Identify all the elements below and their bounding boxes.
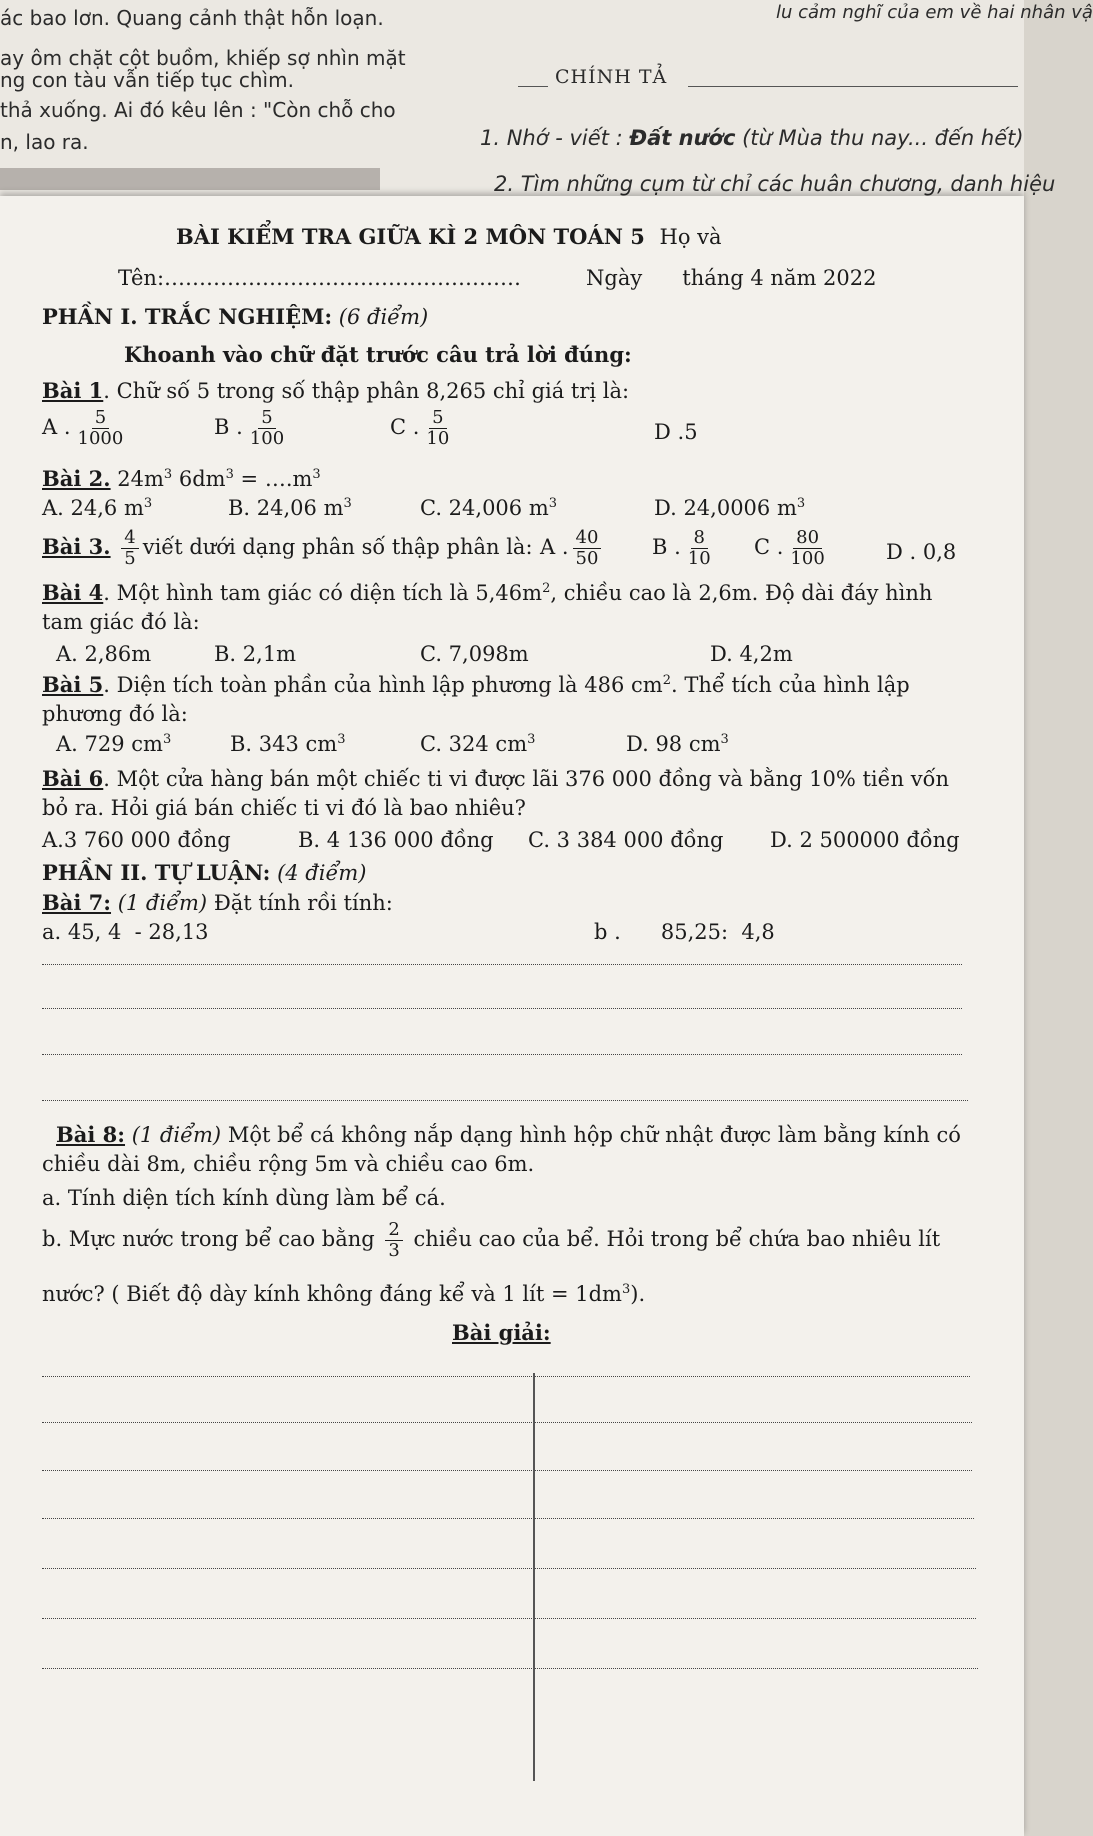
bai3-c-letter: C . bbox=[754, 534, 784, 559]
part1-heading bbox=[42, 304, 428, 330]
bai2-question bbox=[42, 466, 321, 492]
answer-line-2 bbox=[42, 1008, 962, 1009]
bg-left-line-5: n, lao ra. bbox=[0, 130, 89, 154]
bai5-label: Bài 5 bbox=[42, 672, 104, 697]
bg-item-1-prefix: 1. Nhớ - viết : bbox=[480, 126, 630, 150]
bai4-text2: , chiều cao là 2,6m. Độ dài đáy hình bbox=[550, 581, 933, 605]
bai2-expr-b: 6dm bbox=[178, 467, 226, 491]
bai2-expr-a: 24m bbox=[117, 467, 164, 491]
bai4-option-d: D. 4,2m bbox=[710, 642, 793, 666]
bai8-num: 2 bbox=[385, 1220, 402, 1241]
bai3-b-letter: B . bbox=[652, 534, 681, 559]
bai5-text2: . Thể tích của hình lập bbox=[670, 673, 910, 697]
bai5-option-c: C. 324 $cm^3$ bbox=[420, 732, 536, 756]
bai2-a-text: A. 24,6 m bbox=[42, 496, 144, 520]
bai2-option-c bbox=[420, 496, 557, 521]
bai3-c-fraction bbox=[787, 528, 827, 569]
solution-heading: Bài giải: bbox=[452, 1320, 551, 1345]
bai4-text1: . Một hình tam giác có diện tích là 5,46m bbox=[103, 581, 543, 605]
bai6-option-b: B. 4 136 000 đồng bbox=[298, 828, 494, 852]
bai3-text: viết dưới dạng phân số thập phân là: bbox=[142, 534, 533, 559]
bai1-a-num: 5 bbox=[92, 408, 109, 429]
background-page bbox=[0, 0, 1093, 200]
bai8-question bbox=[56, 1122, 961, 1148]
bai1-a-fraction bbox=[75, 408, 127, 449]
bai2-option-b bbox=[228, 496, 352, 521]
fold-line bbox=[533, 1373, 535, 1781]
bai8-line-last-end: ). bbox=[630, 1282, 646, 1306]
bai1-b-letter: B . bbox=[214, 414, 243, 439]
bai1-option-c bbox=[390, 408, 456, 449]
bai3-a-num: 40 bbox=[573, 528, 602, 549]
bg-left-line-1: ác bao lơn. Quang cảnh thật hỗn loạn. bbox=[0, 6, 384, 30]
bai5-option-a: A. 729 $cm^3$ bbox=[56, 732, 172, 756]
bai1-c-letter: C . bbox=[390, 414, 420, 439]
bai3-option-d: D . 0,8 bbox=[886, 540, 957, 564]
answer-line-1 bbox=[42, 964, 962, 965]
bai3-question bbox=[42, 528, 533, 569]
bai5-a-text: A. 729 cm bbox=[56, 732, 163, 756]
bai6-label: Bài 6 bbox=[42, 766, 104, 791]
bai3-c-num: 80 bbox=[793, 528, 822, 549]
bai5-b-text: B. 343 cm bbox=[230, 732, 338, 756]
bai2-c-exp: 3 bbox=[548, 496, 558, 511]
bai4-option-c: C. 7,098m bbox=[420, 642, 529, 666]
bai3-a-letter: A . bbox=[540, 534, 569, 559]
bai8-line2: chiều dài 8m, chiều rộng 5m và chiều cao 6m. bbox=[42, 1152, 535, 1176]
bai8-text: Một bể cá không nắp dạng hình hộp chữ nhật được làm bằng kính có bbox=[227, 1123, 961, 1147]
part1-instruction: Khoanh vào chữ đặt trước câu trả lời đúng: bbox=[124, 342, 632, 367]
bai5-option-d: D. 98 $cm^3$ bbox=[626, 732, 729, 756]
bai2-label: Bài 2. bbox=[42, 466, 111, 491]
bai5-d-text: D. 98 cm bbox=[626, 732, 721, 756]
bai3-label: Bài 3. bbox=[42, 533, 111, 559]
bai3-option-c bbox=[754, 528, 832, 569]
bai7-part-b: b . 85,25: 4,8 bbox=[594, 920, 775, 944]
date-line: Ngày tháng 4 năm 2022 bbox=[586, 266, 877, 290]
bai5-question: Bài 5. Diện tích toàn phần của hình lập phương là 486 $cm^2$. Thể tích của hình lập bbox=[42, 672, 910, 697]
bai2-b-text: B. 24,06 m bbox=[228, 496, 344, 520]
exam-title-tail: Họ và bbox=[659, 225, 722, 249]
bai1-c-num: 5 bbox=[429, 408, 446, 429]
exam-title-text: BÀI KIỂM TRA GIỮA KÌ 2 MÔN TOÁN 5 bbox=[176, 224, 645, 249]
part1-heading-text: PHẦN I. TRẮC NGHIỆM: bbox=[42, 304, 333, 329]
bai3-a-fraction bbox=[573, 528, 602, 569]
bai2-exp-a: 3 bbox=[163, 467, 173, 482]
bai6-option-a: A.3 760 000 đồng bbox=[42, 828, 231, 852]
bai6-question bbox=[42, 766, 949, 792]
bai3-den: 5 bbox=[124, 547, 136, 569]
bai2-option-d bbox=[654, 496, 805, 521]
bai8-fraction bbox=[385, 1220, 402, 1261]
bai1-a-den: 1000 bbox=[77, 427, 124, 449]
bai4-option-b: B. 2,1m bbox=[214, 642, 297, 666]
bai3-fraction bbox=[121, 528, 138, 569]
bai1-b-den: 100 bbox=[249, 427, 285, 449]
bai2-exp-b: 3 bbox=[225, 467, 234, 482]
bg-left-line-4: thả xuống. Ai đó kêu lên : "Còn chỗ cho bbox=[0, 98, 396, 122]
bai8-label: Bài 8: bbox=[56, 1122, 126, 1147]
bai1-text: . Chữ số 5 trong số thập phân 8,265 chỉ giá trị là: bbox=[103, 379, 630, 403]
solution-line-4 bbox=[42, 1518, 974, 1519]
bai8-line-last: nước? ( Biết độ dày kính không đáng kể và 1 lít = $1dm^3$). bbox=[42, 1282, 646, 1306]
bai3-c-den: 100 bbox=[790, 547, 825, 569]
bg-right-top: lu cảm nghĩ của em về hai nhân vậ bbox=[776, 2, 1093, 23]
bai3-b-fraction bbox=[685, 528, 714, 569]
bai4-question: Bài 4. Một hình tam giác có diện tích là $5,46m^2$, chiều cao là 2,6m. Độ dài đáy hình bbox=[42, 580, 933, 605]
bai8-part-a: a. Tính diện tích kính dùng làm bể cá. bbox=[42, 1186, 446, 1210]
test-sheet bbox=[0, 196, 1024, 1836]
part2-points: (4 điểm) bbox=[277, 861, 367, 885]
answer-line-4 bbox=[42, 1100, 968, 1101]
bai2-a-exp: 3 bbox=[143, 496, 153, 511]
name-dots: …………………………………………… bbox=[164, 266, 522, 290]
exam-title bbox=[176, 224, 722, 250]
bai7-question bbox=[42, 890, 393, 916]
bai2-expr-c: = ….m bbox=[233, 467, 313, 491]
bai2-d-exp: 3 bbox=[796, 496, 806, 511]
solution-line-2 bbox=[42, 1422, 972, 1423]
bai2-exp-c: 3 bbox=[312, 467, 321, 482]
bai7-text: Đặt tính rồi tính: bbox=[213, 891, 393, 915]
bai8-part-b bbox=[42, 1220, 940, 1261]
bai7-points: (1 điểm) bbox=[117, 891, 208, 915]
bai4-line2: tam giác đó là: bbox=[42, 610, 200, 634]
bai1-c-den: 10 bbox=[426, 427, 450, 449]
bai1-b-fraction bbox=[247, 408, 287, 449]
solution-line-7 bbox=[42, 1668, 978, 1669]
bai7-part-a: a. 45, 4 - 28,13 bbox=[42, 920, 209, 944]
bai1-a-letter: A . bbox=[42, 414, 71, 439]
bai1-label: Bài 1 bbox=[42, 378, 104, 403]
solution-line-1 bbox=[42, 1376, 970, 1377]
bai5-line2: phương đó là: bbox=[42, 702, 188, 726]
bg-rule-right bbox=[688, 86, 1018, 87]
bai5-option-b: B. 343 $cm^3$ bbox=[230, 732, 346, 756]
bai2-c-text: C. 24,006 m bbox=[420, 496, 549, 520]
bai3-num: 4 bbox=[121, 528, 138, 549]
bai6-option-d: D. 2 500000 đồng bbox=[770, 828, 960, 852]
bai1-option-b bbox=[214, 408, 291, 449]
bai8-line-last-text: nước? ( Biết độ dày kính không đáng kể và 1 lít = 1dm bbox=[42, 1282, 622, 1306]
bg-item-1 bbox=[480, 126, 1024, 150]
bg-chinh-ta-heading: CHÍNH TẢ bbox=[555, 66, 668, 88]
bg-shadow-strip bbox=[0, 168, 380, 190]
bai8-den: 3 bbox=[388, 1239, 400, 1261]
bai5-c-text: C. 324 cm bbox=[420, 732, 528, 756]
bai1-question bbox=[42, 378, 629, 404]
bg-item-1-bold: Đất nước bbox=[629, 126, 736, 150]
name-label: Tên: bbox=[118, 266, 165, 290]
bai1-c-fraction bbox=[423, 408, 452, 449]
bai4-option-a: A. 2,86m bbox=[56, 642, 152, 666]
bai2-d-text: D. 24,0006 m bbox=[654, 496, 797, 520]
bai1-option-a bbox=[42, 408, 130, 449]
bai6-text: . Một cửa hàng bán một chiếc ti vi được lãi 376 000 đồng và bằng 10% tiền vốn bbox=[103, 767, 949, 791]
part1-points: (6 điểm) bbox=[338, 305, 429, 329]
name-line bbox=[118, 266, 521, 291]
solution-line-6 bbox=[42, 1618, 976, 1619]
bai3-b-den: 10 bbox=[687, 547, 711, 569]
bg-left-line-2: ay ôm chặt cột buồm, khiếp sợ nhìn mặt bbox=[0, 46, 406, 70]
bai8-b-pre: b. Mực nước trong bể cao bằng bbox=[42, 1226, 375, 1251]
bai4-label: Bài 4 bbox=[42, 580, 104, 605]
bai6-line2: bỏ ra. Hỏi giá bán chiếc ti vi đó là bao nhiêu? bbox=[42, 796, 526, 820]
solution-line-5 bbox=[42, 1568, 976, 1569]
bg-rule-left bbox=[518, 86, 548, 87]
bai3-option-a bbox=[540, 528, 605, 569]
bai5-text1: . Diện tích toàn phần của hình lập phương là 486 cm bbox=[103, 673, 663, 697]
bai3-b-num: 8 bbox=[691, 528, 708, 549]
bai1-option-d: D .5 bbox=[654, 420, 698, 444]
bai7-label: Bài 7: bbox=[42, 890, 112, 915]
part2-heading-text: PHẦN II. TỰ LUẬN: bbox=[42, 860, 271, 885]
bg-left-line-3: ng con tàu vẫn tiếp tục chìm. bbox=[0, 68, 294, 92]
bg-item-1-rest: (từ Mùa thu nay... đến hết) bbox=[735, 126, 1024, 150]
bai8-points: (1 điểm) bbox=[131, 1123, 222, 1147]
bai6-option-c: C. 3 384 000 đồng bbox=[528, 828, 724, 852]
bai2-b-exp: 3 bbox=[343, 496, 352, 511]
bai8-b-post: chiều cao của bể. Hỏi trong bể chứa bao nhiêu lít bbox=[413, 1226, 941, 1251]
bg-item-2: 2. Tìm những cụm từ chỉ các huân chương, danh hiệu bbox=[494, 172, 1056, 196]
bai3-option-b bbox=[652, 528, 718, 569]
bai3-a-den: 50 bbox=[575, 547, 599, 569]
bai2-option-a bbox=[42, 496, 152, 521]
part2-heading bbox=[42, 860, 366, 886]
answer-line-3 bbox=[42, 1054, 962, 1055]
solution-line-3 bbox=[42, 1470, 972, 1471]
bai1-b-num: 5 bbox=[258, 408, 275, 429]
